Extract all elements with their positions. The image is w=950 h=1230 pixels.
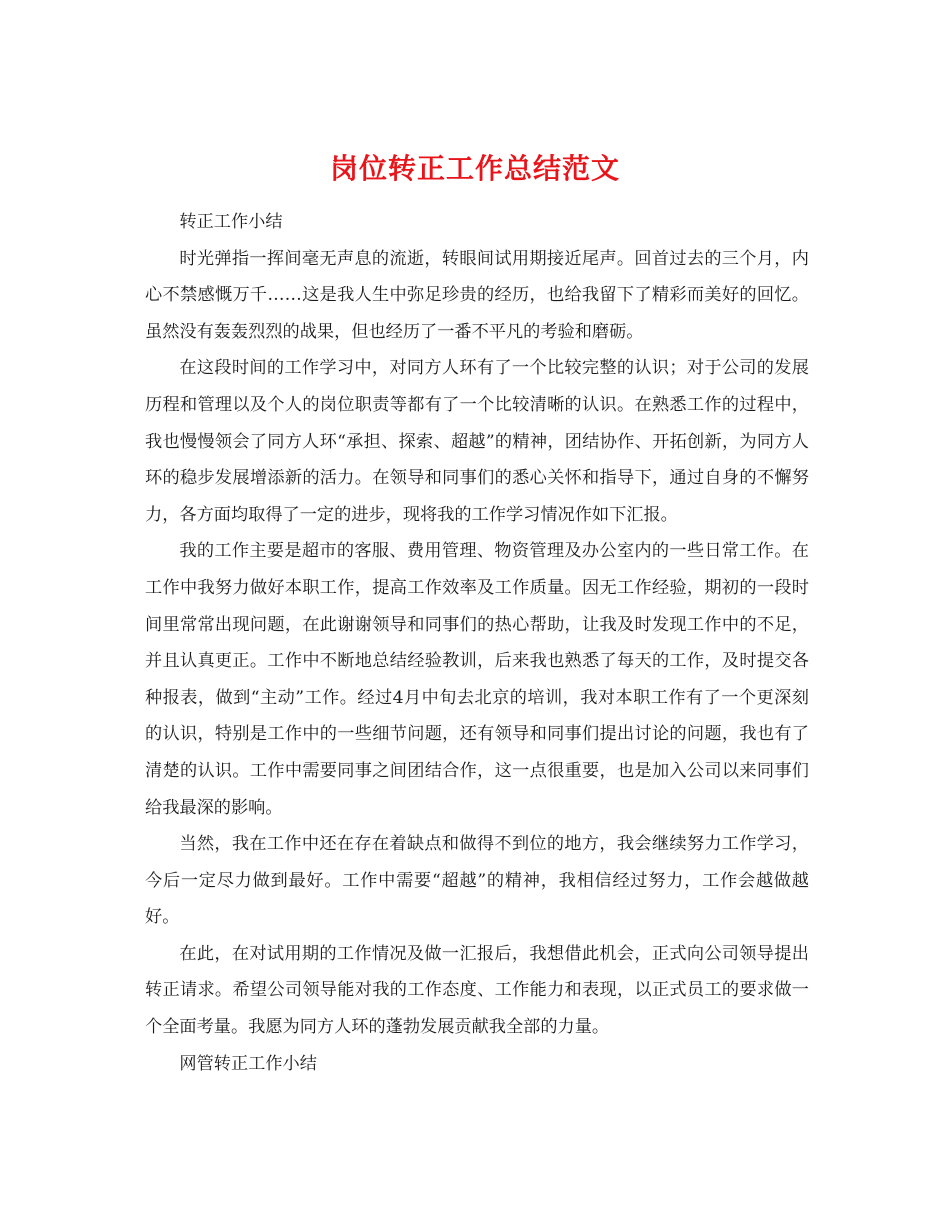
paragraph: 在这段时间的工作学习中，对同方人环有了一个比较完整的认识；对于公司的发展历程和管理以及个人的岗位职责等都有了一个比较清晰的认识。在熟悉工作的过程中，我也慢慢领会了同方人环“承担、探索、超越”的精神，团结协作、开拓创新，为同方人环的稳步发展增添新的活力。在领导和同事们的悉心关怀和指导下，通过自身的不懈努力，各方面均取得了一定的进步，现将我的工作学习情况作如下汇报。 bbox=[145, 358, 809, 525]
document-title: 岗位转正工作总结范文 bbox=[329, 151, 620, 185]
section-heading: 网管转正工作小结 bbox=[179, 1053, 317, 1074]
paragraph: 我的工作主要是超市的客服、费用管理、物资管理及办公室内的一些日常工作。在工作中我努力做好本职工作，提高工作效率及工作质量。因无工作经验，期初的一段时间里常常出现问题，在此谢谢领导和同事们的热心帮助，让我及时发现工作中的不足，并且认真更正。工作中不断地总结经验教训，后来我也熟悉了每天的工作，及时提交各种报表，做到“主动”工作。经过4月中旬去北京的培训，我对本职工作有了一个更深刻的认识，特别是工作中的一些细节问题，还有领导和同事们提出讨论的问题，我也有了清楚的认识。工作中需要同事之间团结合作，这一点很重要，也是加入公司以来同事们给我最深的影响。 bbox=[145, 541, 809, 818]
section-heading: 转正工作小结 bbox=[179, 212, 283, 232]
paragraph: 时光弹指一挥间毫无声息的流逝，转眼间试用期接近尾声。回首过去的三个月，内心不禁感慨万千……这是我人生中弥足珍贵的经历，也给我留下了精彩而美好的回忆。虽然没有轰轰烈烈的战果，但也经历了一番不平凡的考验和磨砺。 bbox=[145, 248, 809, 342]
document-body bbox=[145, 204, 809, 1082]
paragraph: 在此，在对试用期的工作情况及做一汇报后，我想借此机会，正式向公司领导提出转正请求。希望公司领导能对我的工作态度、工作能力和表现，以正式员工的要求做一个全面考量。我愿为同方人环的蓬勃发展贡献我全部的力量。 bbox=[145, 943, 809, 1038]
paragraph: 当然，我在工作中还在存在着缺点和做得不到位的地方，我会继续努力工作学习，今后一定尽力做到最好。工作中需要“超越”的精神，我相信经过努力，工作会越做越好。 bbox=[145, 834, 809, 928]
